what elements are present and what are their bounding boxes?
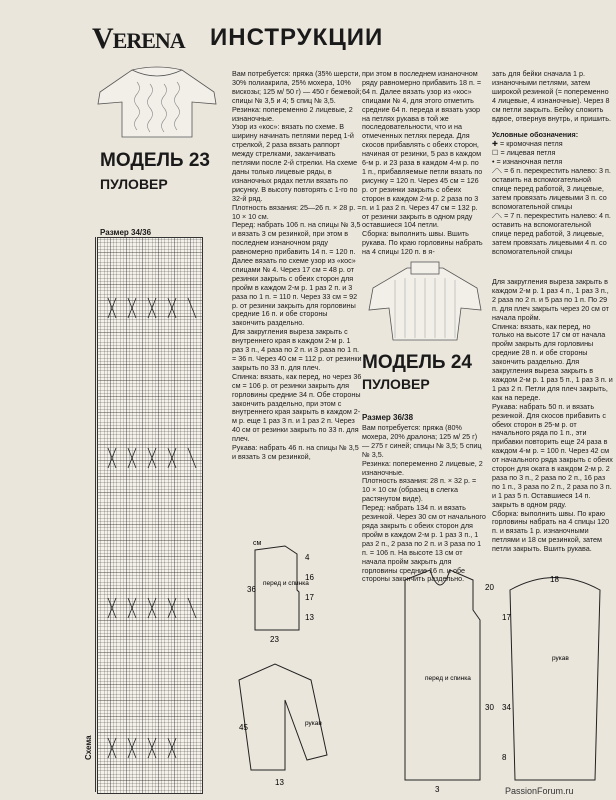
- svg-text:20: 20: [485, 583, 494, 592]
- svg-text:перед и спинка: перед и спинка: [263, 580, 309, 587]
- model-24-title: МОДЕЛЬ 24: [362, 352, 472, 373]
- svg-text:23: 23: [270, 635, 279, 644]
- svg-text:30: 30: [485, 703, 494, 712]
- svg-text:рукав: рукав: [305, 720, 322, 727]
- model-24-front-schematic: [395, 560, 505, 795]
- sweater-24-illustration: [365, 260, 485, 345]
- model-23-size: Размер 34/36: [100, 228, 152, 237]
- svg-text:8: 8: [502, 753, 507, 762]
- svg-text:4: 4: [305, 553, 310, 562]
- model-23-text-continued: при этом в последнем изнаночном ряду равномерно прибавить 18 п. = 64 п. Далее вязать узор из «кос» спицами № 4, для этого отметить средние 64 п. переда и вязать узор на петлях рукава в той же последовательности, что и на отмеченных петлях переда. Для скосов прибавлять с обеих сторон, начиная от резинки, 5 раз в каждом 6-м р. и 23 раза в каждом 4-м р. по 1 п., прибавляемые петли вязать по рисунку = 120 п. Через 45 см = 126 р. от резинки закрыть с обеих сторон в каждом 2-м р. 2 раза по 3 п. и 1 раз 2 п. Через 47 см = 132 р. от резинки закрыть в одном ряду оставшиеся 104 петли. Сборка: выполнить швы. Вшить рукава. По краю горловины набрать на 4 спицы 120 п. в я-: [362, 69, 483, 257]
- svg-text:45: 45: [239, 723, 248, 732]
- svg-text:13: 13: [305, 613, 314, 622]
- model-24-subtitle: ПУЛОВЕР: [362, 376, 430, 392]
- sweater-23-illustration: [92, 62, 222, 142]
- svg-text:см: см: [253, 540, 262, 547]
- model-23-collar-text: зать для бейки сначала 1 р. изнаночными петлями, затем широкой резинкой (= попеременно 4 лицевые, 4 изнаночные). Через 8 см петли закрыть. Бейку сложить вдвое, отвернув внутрь, и пришить.: [492, 69, 612, 123]
- model-23-schematic: [225, 540, 360, 795]
- cable-pattern-chart: [97, 237, 203, 794]
- model-24-sleeve-schematic: [500, 570, 612, 790]
- svg-text:перед и спинка: перед и спинка: [425, 675, 471, 682]
- svg-text:36: 36: [247, 585, 256, 594]
- model-24-text: Вам потребуется: пряжа (80% мохера, 20% дралона; 125 м/ 25 г) — 275 г синей; спицы № 3,5; 5 спиц № 3,5. Резинка: попеременно 2 лицевые, 2 изнаночные. Плотность вязания: 28 п. × 32 р. = 10 × 10 см (образец в слегка растянутом виде). Перед: набрать 134 п. и вязать резинкой. Через 30 см от начального ряда закрыть с обеих сторон для пройм в каждом 2-м р. 1 раз 3 п., 1 раз 2 п., 2 раза по 2 п. и 3 раза по 1 п. = 106 п. На высоте 13 см от начала пройм закрыть для горловины средние 16 п. и обе стороны закончить раздельно.: [362, 423, 486, 584]
- watermark: PassionForum.ru: [505, 786, 574, 796]
- chart-edge: [85, 237, 96, 792]
- svg-text:3: 3: [435, 785, 440, 794]
- legend: Условные обозначения: ✚ = кромочная петля ☐ = лицевая петля • = изнаночная петля ⟋⟍ = 6 п. перекрестить налево: 3 п. оставить на вспомогательной спице перед работой, 3 лицевые, затем провязать лицевыми 3 п. со вспомогательной спицы ⟋⟍ = 7 п. перекрестить налево: 4 п. оставить на вспомогательной спице перед работой, 3 лицевые, затем провязать лицевыми 4 п. со вспомогательной спицы: [492, 130, 611, 256]
- model-23-subtitle: ПУЛОВЕР: [100, 176, 168, 192]
- svg-text:17: 17: [305, 593, 314, 602]
- svg-text:13: 13: [275, 778, 284, 787]
- svg-text:16: 16: [305, 573, 314, 582]
- model-24-size: Размер 36/38: [362, 413, 414, 422]
- svg-text:18: 18: [550, 575, 559, 584]
- brand-logo: VERENA: [92, 22, 185, 55]
- model-23-text: Вам потребуется: пряжа (35% шерсти, 30% полиакрила, 25% мохера, 10% вискозы; 125 м/ 50 г) — 450 г бежевой; спицы № 3,5 и 4; 5 спиц № 3,5. Резинка: попеременно 2 лицевые, 2 изнаночные. Узор из «кос»: вязать по схеме. В ширину начинать петлями перед 1-й стрелкой, 2 раза вязать раппорт между стрелками, заканчивать петлями после 2-й стрелки. На схеме даны только лицевые ряды, в изнаночных рядах петли вязать по рисунку. В высоту повторять с 1-го по 32-й ряд. Плотность вязания: 25—26 п. × 28 р. = 10 × 10 см. Перед: набрать 106 п. на спицы № 3,5 и вязать 3 см резинкой, при этом в последнем изнаночном ряду равномерно прибавить 14 п. = 120 п. Далее вязать по схеме узор из «кос» спицами № 4. Через 17 см = 48 р. от резинки закрыть с обеих сторон для пройм в каждом 2-м р. 1 раз 2 п. и 3 раза по 1 п. = 110 п. Через 33 см = 92 р. от резинки закрыть для горловины средние 16 п. и обе стороны закончить раздельно. Для закругления выреза закрыть с внутреннего края в каждом 2-м р. 1 раз 3 п., 4 раза по 2 п. и 3 раза по 1 п. = 36 п. Через 40 см = 112 р. от резинки закрыть по 33 п. для плеч. Спинка: вязать, как перед, но через 36 см = 106 р. от резинки закрыть для горловины средние 34 п. Обе стороны закончить раздельно, при этом с внутреннего края закрыть в каждом 2-м р. еще 1 раз 3 п. и 1 раз 2 п. Через 40 см от резинки закрыть по 33 п. для плеч. Рукава: набрать 46 п. на спицы № 3,5 и вязать 3 см резинкой,: [232, 69, 362, 461]
- scheme-label: Схема: [84, 735, 93, 760]
- page-title: ИНСТРУКЦИИ: [210, 24, 384, 51]
- model-24-text-continued: Для закругления выреза закрыть в каждом 2-м р. 1 раз 4 п., 1 раз 3 п., 2 раза по 2 п. и 5 раз по 1 п. По 29 п. для плеч закрыть через 20 см от начала пройм. Спинка: вязать, как перед, но только на высоте 17 см от начала пройм закрыть для горловины средние 28 п. и обе стороны закончить раздельно. Для закругления выреза закрыть в каждом 2-м р. 1 раз 5 п., 1 раз 3 п. и 1 раз 2 п. Петли для плеч закрыть, как на переде. Рукава: набрать 50 п. и вязать резинкой. Для скосов прибавить с обеих сторон в 25-м р. от начального ряда по 1 п., эти прибавки повторить еще 24 раза в каждом 4-м р. = 100 п. Через 42 см от начального ряда закрыть с обеих сторон для оката в каждом 2-м р. 2 раза по 3 п., 2 раза по 2 п., 16 раз по 1 п., 3 раза по 2 п., 2 раза по 3 п. и 1 раз 5 п. Оставшиеся 14 п. закрыть в одном ряду. Сборка: выполнить швы. По краю горловины набрать на 4 спицы 120 п. и вязать 1 р. изнаночными петлями и 18 см резинкой, затем петли закрыть. Вшить рукава.: [492, 277, 613, 554]
- svg-text:17: 17: [502, 613, 511, 622]
- svg-text:34: 34: [502, 703, 511, 712]
- model-23-title: МОДЕЛЬ 23: [100, 150, 210, 171]
- svg-text:рукав: рукав: [552, 655, 569, 662]
